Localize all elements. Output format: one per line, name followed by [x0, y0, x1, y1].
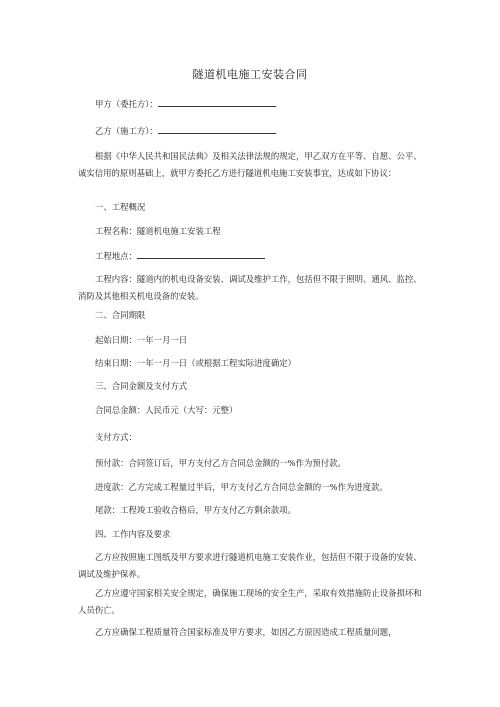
- end-date: 结束日期：一年一月一日（或根据工程实际进度确定）: [95, 358, 296, 368]
- requirement-1: 乙方应按照施工图纸及甲方要求进行隧道机电施工安装作业，包括但不限于设备的安装、调试及维护保养。: [78, 552, 422, 579]
- section-2-heading: 二、合同期限: [95, 310, 146, 320]
- start-date: 起始日期：一年一月一日: [95, 335, 188, 345]
- project-location-blank[interactable]: [137, 249, 265, 259]
- final-payment: 尾款：工程竣工验收合格后，甲方支付乙方剩余款项。: [95, 505, 296, 515]
- section-4-heading: 四、工作内容及要求: [95, 529, 171, 539]
- project-location-label: 工程地点：: [95, 251, 137, 261]
- party-b-blank[interactable]: [158, 124, 276, 134]
- payment-method-label: 支付方式：: [95, 432, 137, 442]
- party-b-line: [78, 123, 428, 140]
- document-title: 隧道机电施工安装合同: [192, 68, 308, 81]
- project-content: 工程内容：隧道内的机电设备安装、调试及维护工作，包括但不限于照明、通风、监控、消防及其他相关机电设备的安装。: [78, 274, 422, 301]
- party-a-label: 甲方（委托方）：: [95, 99, 158, 109]
- prepayment: 预付款：合同签订后，甲方支付乙方合同总金额的一%作为预付款。: [95, 458, 346, 468]
- party-a-blank[interactable]: [158, 97, 276, 107]
- preamble-paragraph: 根据《中华人民共和国民法典》及相关法律法规的规定，甲乙双方在平等、自愿、公平、诚实信用的原则基础上，就甲方委托乙方进行隧道机电施工安装事宜，达成如下协议：: [78, 151, 422, 178]
- project-name: 工程名称：隧道机电施工安装工程: [95, 226, 221, 236]
- requirement-3: 乙方应确保工程质量符合国家标准及甲方要求，如因乙方原因造成工程质量问题，: [95, 627, 397, 637]
- project-location-line: [78, 248, 428, 265]
- party-a-line: [78, 96, 428, 113]
- section-3-heading: 三、合同金额及支付方式: [95, 381, 188, 391]
- contract-total: 合同总金额：人民币元（大写：元整）: [95, 405, 238, 415]
- section-1-heading: 一、工程概况: [95, 202, 146, 212]
- requirement-2: 乙方应遵守国家相关安全规定，确保施工现场的安全生产，采取有效措施防止设备损坏和人员伤亡。: [78, 588, 422, 615]
- progress-payment: 进度款：乙方完成工程量过半后，甲方支付乙方合同总金额的一%作为进度款。: [95, 482, 388, 492]
- party-b-label: 乙方（施工方）：: [95, 126, 158, 136]
